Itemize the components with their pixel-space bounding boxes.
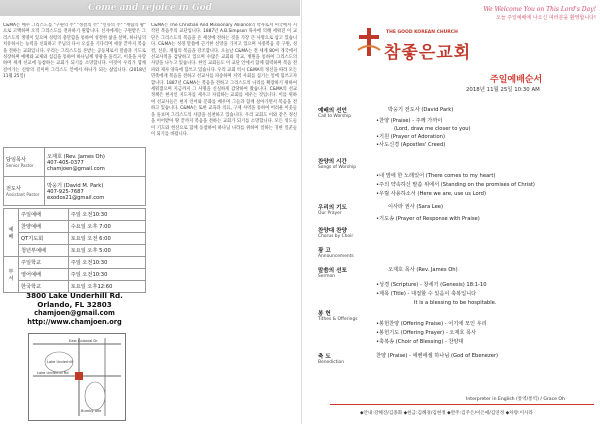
location-map xyxy=(28,333,126,421)
address-city: Orlando, FL 32803 xyxy=(37,300,112,309)
offering-title: 봉 헌 Tithes & Offerings xyxy=(318,311,358,322)
church-name-ko: 참좋은교회 xyxy=(384,43,472,63)
page-fold-divider xyxy=(301,0,302,424)
schedule-table xyxy=(3,208,146,293)
footer-notes: ◆안내:강혜진/김종화 ◆헌금:김혜경/김현정 ◆반주:김주은/이은애/김연정 ◆차량:이사라 xyxy=(360,411,533,416)
benediction-text: 찬양 (Praise) - 에벤에셀 하나님 (God of Ebenezer) xyxy=(376,353,499,359)
call-leader: 박웅기 전도사 (David Park) xyxy=(388,107,454,113)
address-website[interactable]: http://www.chamjoen.org xyxy=(27,318,122,326)
schedule-time: 주일 오전10:30 xyxy=(68,269,145,281)
welcome-ko: 오늘 주일예배에 나오신 여러분을 환영합니다! xyxy=(495,15,596,21)
schedule-name: 주일학교 xyxy=(19,257,69,269)
schedule-time: 주일 오전10:30 xyxy=(68,209,145,221)
songs-title: 찬양의 시간 Songs of Worship xyxy=(318,159,357,170)
songs-items: •내 맘에 한 노래있어 (There comes to my heart) •주의 약속하신 말씀 위에서 (Standing on the promises of Christ) •우릴 사용하소서 (Here we are, use us Lord) xyxy=(376,173,535,197)
sermon-title: 말씀의 선포 Sermon xyxy=(318,268,347,279)
service-date: 2018년 11월 25일 10:30 AM xyxy=(466,87,540,93)
prayer-item: •기도송 (Prayer of Response with Praise) xyxy=(376,216,480,222)
cma-intro-text: C&MA는 예수 그리스도를 "구원의 주" "성결의 주" "신유의 주" "재림의 왕" 으로 고백하며 오직 그리스도를 전파하기 원합니다. 신자에게는 구원받은 그리스도의 생명이 있으며 성령의 충만함을 통하여 성결한 삶을 살며, 하나님의 치유하시는 능력을 신뢰하고 주님의 다시 오심을 기다리며 세상 끝까지 복음을 전하는 교회입니다. 우리는 그리스도를 본받는 공동체로서 말씀과 기도로 성장하며 예배와 교제와 섬김을 통하여 하나님께 영광을 돌리고, 이웃을 사랑하며 세계 선교에 동참하는 교회가 되기를 소망합니다. 이것이 우리가 함께 걸어가는 신앙의 길이며 그리스도 안에서 하나가 되는 삶입니다. (2018년 11월 25일) xyxy=(3,23,146,80)
schedule-time: 토요일 오후 5:00 xyxy=(68,245,145,257)
church-name-en: THE GOOD KOREAN CHURCH xyxy=(386,30,458,35)
footer-rule xyxy=(330,404,594,405)
map-label-lake: Lake Underhill xyxy=(47,360,73,364)
schedule-time: 토요일 오전 6:00 xyxy=(68,233,145,245)
schedule-time: 주일 오전10:30 xyxy=(68,257,145,269)
address-street: 3800 Lake Underhill Rd. xyxy=(26,291,123,300)
map-label-bumby: Bumby Ave xyxy=(81,409,102,413)
church-address xyxy=(3,291,146,327)
choir-title: 찬양대 찬양 Chorus by Choir xyxy=(318,228,354,239)
sermon-leader: 오재호 목사 (Rev. James Oh) xyxy=(388,267,458,273)
map-label-underhill-rd: Lake Underhill Rd xyxy=(37,371,69,375)
prayer-leader: 이사라 권사 (Sara Lee) xyxy=(388,204,444,210)
staff-info-1: 오재호 (Rev. James Oh) 407-405-0377 chamjoen@gmail.com xyxy=(45,148,146,177)
service-title: 주일예배순서 xyxy=(490,75,543,85)
left-header-banner xyxy=(0,0,300,16)
cma-history-text: C&MA는 The Christian And Missionary Alliance의 약자로서 미국에서 시작된 복음주의 교단입니다. 1887년 A.B.Simpson 목사에 의해 세워진 이 교단은 그리스도의 복음을 온 세상에 전하는 것을 가장 큰 사명으로 삼고 있습니다. C&MA는 성경 말씀에 근거한 신앙을 가지고 있으며 사중복음 즉 구원, 성결, 신유, 재림의 복음을 강조합니다. 오늘날 C&MA는 전 세계 80여 개국에서 선교사역을 감당하고 있으며 수많은 교회와 학교, 병원을 통하여 그리스도의 사랑을 나누고 있습니다. 한인 교회들도 이 교단 안에서 함께 협력하며 복음 전파와 제자 양육에 힘쓰고 있습니다. 우리 교회 역시 C&MA의 정신을 따라 모든 민족에게 복음을 전하고 선교사를 파송하며 지역 사회를 섬기는 일에 힘쓰고자 합니다. 1887년 C&MA는 복음을 전하고 그리스도의 나라를 확장하기 위하여 세워졌으며 지금까지 그 사명을 신실하게 감당하여 왔습니다. C&MA의 선교 정책은 현지인 지도자를 세우고 자립하는 교회를 세우는 것입니다. 이를 위하여 선교사들은 현지 언어와 문화를 배우며 그들과 함께 살아가면서 복음을 전하고 있습니다. C&MA는 또한 교육과 의료, 구제 사역을 통하여 어려운 이웃들을 돌보며 그리스도의 사랑을 실천하고 있습니다. 우리 교회도 이와 같은 정신을 이어받아 땅 끝까지 복음을 전하는 교회가 되기를 소망합니다. 모든 성도들이 기도와 헌신으로 함께 동참하여 하나님 나라를 위하여 일하는 귀한 일꾼들이 되기를 바랍니다. xyxy=(151,23,297,137)
schedule-time: 수요일 오후 7:00 xyxy=(68,221,145,233)
call-items: •찬양 (Praise) - 주께 가까이 (Lord, draw me closer to you) •기원 (Prayer of Adoration) •사도신경 (Apostles' Creed) xyxy=(376,118,471,148)
schedule-name: QT기도회 xyxy=(19,233,69,245)
schedule-name: 영어예배 xyxy=(19,269,69,281)
schedule-name: 찬양예배 xyxy=(19,221,69,233)
staff-info-2: 박웅기 (David M. Park) 407-925-7687 exodos21@gmail.com xyxy=(45,177,146,206)
footer-interpreter: Interpreter in English (통역/통역) / Grace Oh xyxy=(466,397,565,402)
call-to-worship-title: 예배의 선언 Call to Worship xyxy=(318,108,352,119)
announcements-title: 광 고 Announcements xyxy=(318,248,354,259)
map-label-colonial: East Colonial Dr xyxy=(69,339,98,343)
staff-role-2: 전도사 Assistant Pastor xyxy=(4,177,45,206)
schedule-group-label: 부서 xyxy=(4,257,19,293)
schedule-name: 한국학교 xyxy=(19,281,69,293)
left-header-text: Come and rejoice in God xyxy=(88,3,212,13)
schedule-name: 주일예배 xyxy=(19,209,69,221)
schedule-name: 청년부예배 xyxy=(19,245,69,257)
map-graphic xyxy=(29,334,125,420)
benediction-title: 축 도 Benediction xyxy=(318,354,345,365)
schedule-group-label: 예배 xyxy=(4,209,19,257)
prayer-title: 우리의 기도 Our Prayer xyxy=(318,205,347,216)
sermon-items: •성경 (Scripture) - 창세기 (Genesis) 18:1-10 •제목 (Title) - 대접할 수 있음이 축복입니다 It is a blessing to be hospitable. xyxy=(376,282,497,306)
staff-role-1: 담임목사 Senior Pastor xyxy=(4,148,45,177)
address-email: chamjoen@gmail.com xyxy=(34,309,115,317)
welcome-en: We Welcome You on This Lord's Day! xyxy=(483,6,596,13)
church-logo-icon xyxy=(356,26,382,58)
schedule-time: 토요일 오후12:60 xyxy=(68,281,145,293)
staff-table xyxy=(3,147,146,206)
offering-items: •봉헌찬양 (Offering Praise) - 어기에 모인 우리 •봉헌기도 (Offering Prayer) - 오재호 목사 •축복송 (Choir of Blessing) - 찬양대 xyxy=(376,321,487,345)
